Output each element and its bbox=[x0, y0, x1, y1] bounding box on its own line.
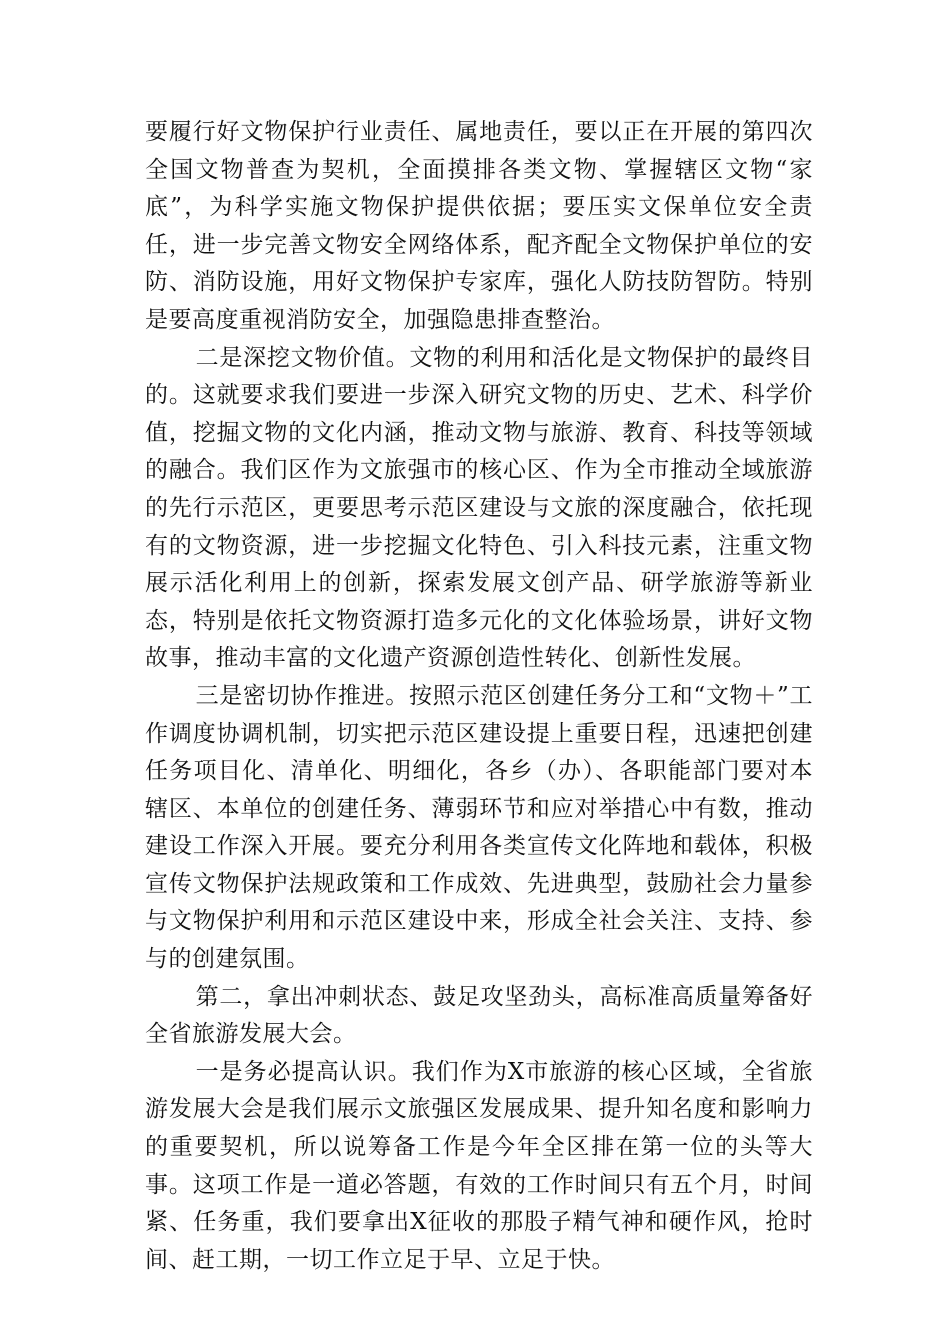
paragraph-cooperation: 三是密切协作推进。按照示范区创建任务分工和“文物＋”工作调度协调机制，切实把示范区建设提上重要日程，迅速把创建任务项目化、清单化、明细化，各乡（办）、各职能部门要对本辖区、本单位的创建任务、薄弱环节和应对举措心中有数，推动建设工作深入开展。要充分利用各类宣传文化阵地和载体，积极宣传文物保护法规政策和工作成效、先进典型，鼓励社会力量参与文物保护利用和示范区建设中来，形成全社会关注、支持、参与的创建氛围。 bbox=[145, 682, 813, 973]
paragraph-raise-awareness: 一是务必提高认识。我们作为X市旅游的核心区域，全省旅游发展大会是我们展示文旅强区发展成果、提升知名度和影响力的重要契机，所以说筹备工作是今年全区排在第一位的头等大事。这项工作是一道必答题，有效的工作时间只有五个月，时间紧、任务重，我们要拿出X征收的那股子精气神和硬作风，抢时间、赶工期，一切工作立足于早、立足于快。 bbox=[145, 1058, 813, 1273]
document-body bbox=[145, 114, 813, 1279]
paragraph-explore-value: 二是深挖文物价值。文物的利用和活化是文物保护的最终目的。这就要求我们要进一步深入研究文物的历史、艺术、科学价值，挖掘文物的文化内涵，推动文物与旅游、教育、科技等领域的融合。我们区作为文旅强市的核心区、作为全市推动全域旅游的先行示范区，更要思考示范区建设与文旅的深度融合，依托现有的文物资源，进一步挖掘文化特色、引入科技元素，注重文物展示活化利用上的创新，探索发展文创产品、研学旅游等新业态，特别是依托文物资源打造多元化的文化体验场景，讲好文物故事，推动丰富的文化遗产资源创造性转化、创新性发展。 bbox=[145, 344, 813, 672]
paragraph-section-two-heading: 第二，拿出冲刺状态、鼓足攻坚劲头，高标准高质量筹备好全省旅游发展大会。 bbox=[145, 983, 813, 1048]
paragraph-fire-safety: 要履行好文物保护行业责任、属地责任，要以正在开展的第四次全国文物普查为契机，全面摸排各类文物、掌握辖区文物“家底”，为科学实施文物保护提供依据；要压实文保单位安全责任，进一步完善文物安全网络体系，配齐配全文物保护单位的安防、消防设施，用好文物保护专家库，强化人防技防智防。特别是要高度重视消防安全，加强隐患排查整治。 bbox=[145, 119, 813, 333]
